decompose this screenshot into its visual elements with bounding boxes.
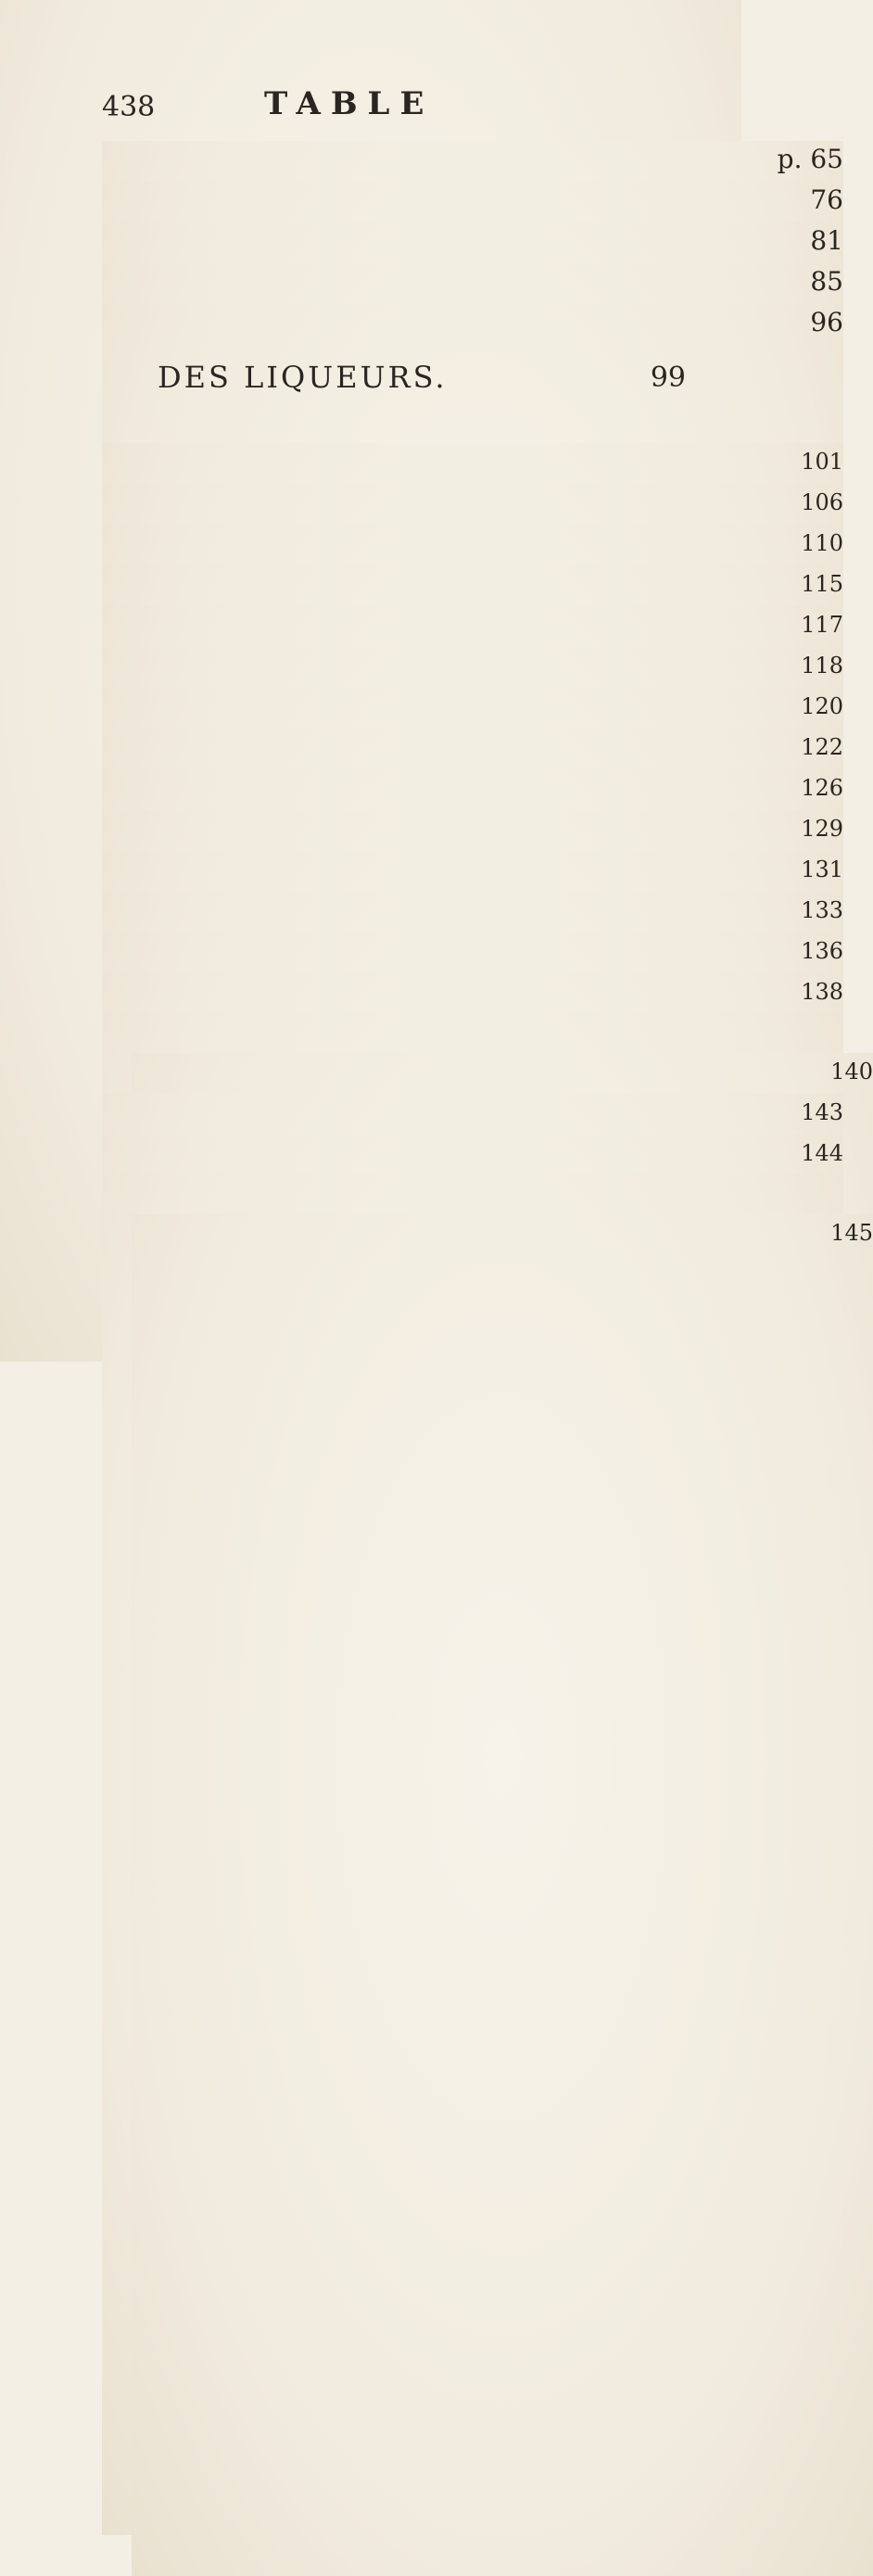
toc-entry-page: 106 — [102, 484, 843, 1846]
page-number: 438 — [102, 91, 156, 123]
toc-entry-page: 115 — [102, 565, 843, 1927]
toc-entry-page: 126 — [102, 769, 843, 2131]
toc-entry-page: 118 — [102, 647, 843, 2009]
toc-entry-page: 117 — [102, 606, 843, 1968]
toc-entry-page: 110 — [102, 525, 843, 1886]
toc-entry-page: 120 — [102, 688, 843, 2049]
section-page: 99 — [650, 362, 686, 394]
running-title: TABLE — [264, 85, 435, 122]
toc-entry-page: 136 — [102, 933, 843, 2294]
toc-entry-page: 129 — [102, 810, 843, 2172]
toc-entry-page: 81 — [102, 222, 843, 1584]
toc-entry-page: 131 — [102, 851, 843, 2213]
toc-entry-page: 76 — [102, 182, 843, 1543]
section-heading: DES LIQUEURS. — [158, 360, 448, 395]
toc-entry-page: 145 — [132, 1214, 873, 2576]
toc-entry-page: 143 — [102, 1094, 843, 2455]
toc-entry-page: 144 — [102, 1135, 843, 2496]
toc-entry-page: 101 — [102, 443, 843, 1805]
toc-entry-page: 140 — [132, 1053, 873, 2415]
toc-entry-page: 133 — [102, 892, 843, 2253]
toc-entry-page: p. 65 — [102, 141, 843, 1503]
toc-entry-page: 138 — [102, 973, 843, 2335]
toc-entry-page: 85 — [102, 263, 843, 1625]
page-header — [102, 85, 686, 132]
toc-entry-page: 96 — [102, 304, 843, 1666]
toc-entry-page: 122 — [102, 729, 843, 2090]
